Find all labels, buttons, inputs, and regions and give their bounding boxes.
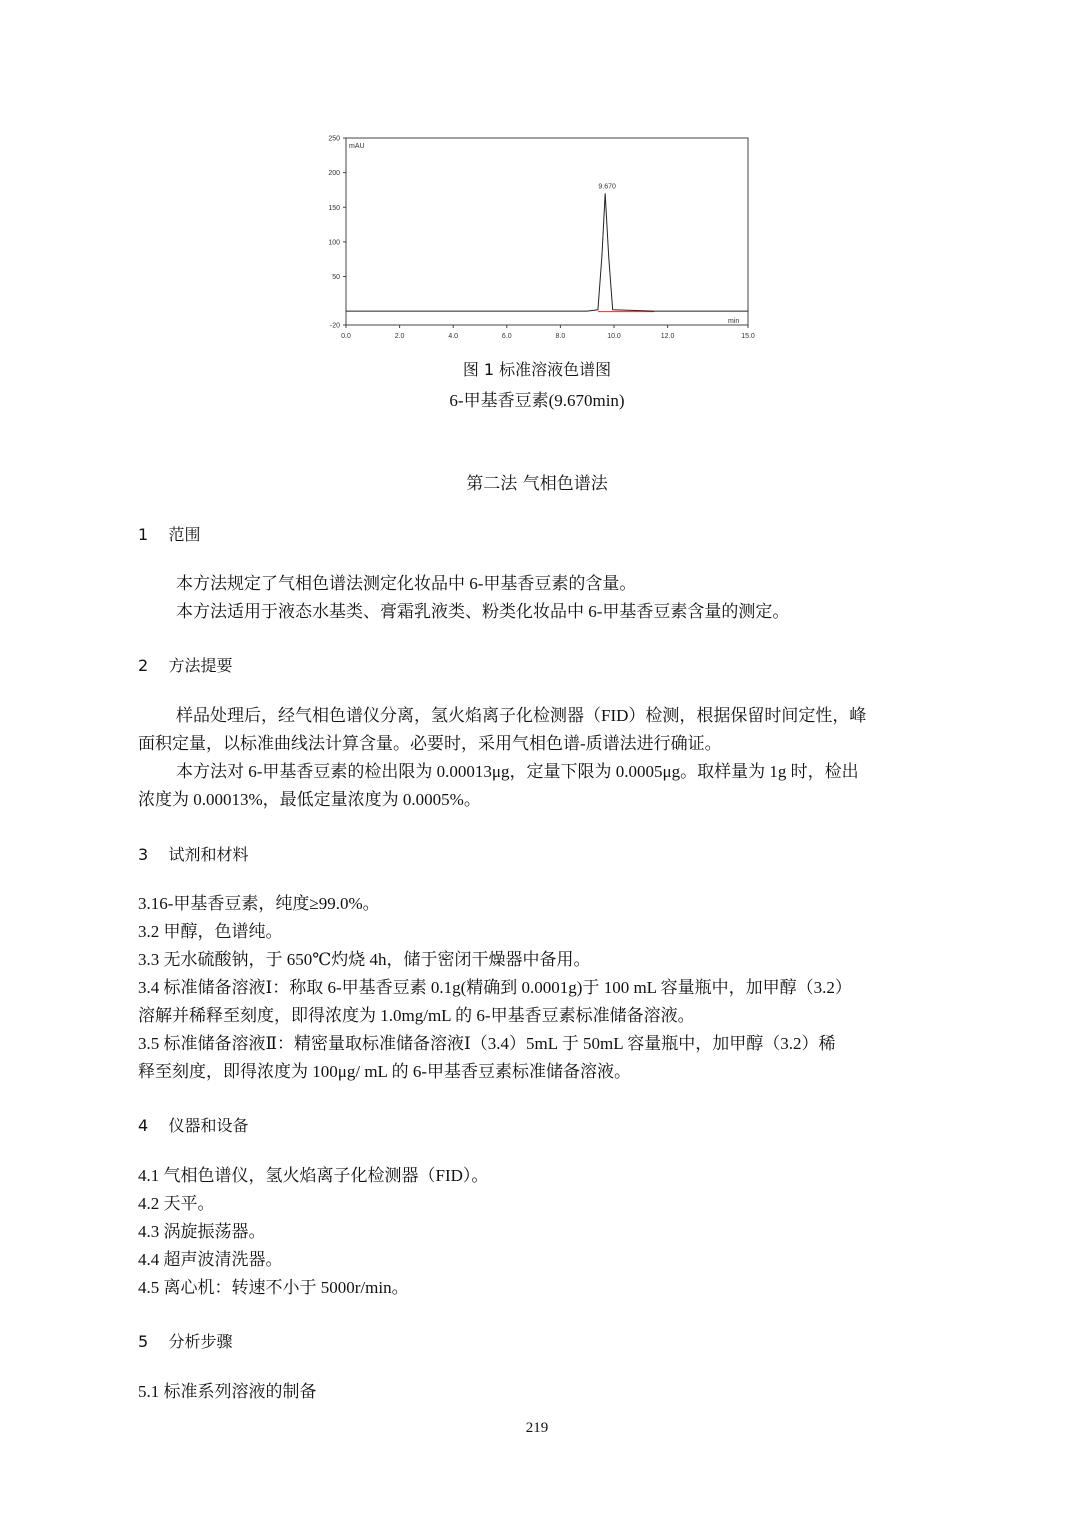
x-tick-label: 8.0: [555, 333, 566, 340]
paragraph-line: 本方法规定了气相色谱法测定化妆品中 6-甲基香豆素的含量。: [176, 574, 637, 593]
paragraph-line: 释至刻度，即得浓度为 100μg/ mL 的 6-甲基香豆素标准储备溶液。: [138, 1062, 631, 1081]
paragraph-line: 3.4 标准储备溶液Ⅰ：称取 6-甲基香豆素 0.1g(精确到 0.0001g)于 100 mL 容量瓶中，加甲醇（3.2）: [138, 978, 852, 997]
figure-subcaption: 6-甲基香豆素(9.670min): [449, 391, 625, 410]
plot-frame: [346, 138, 748, 325]
paragraph-line: 3.16-甲基香豆素，纯度≥99.0%。: [138, 894, 380, 913]
x-axis-unit: min: [728, 318, 740, 325]
x-tick-label: 12.0: [660, 333, 675, 340]
y-tick-label: 50: [332, 274, 340, 282]
x-tick-label: 15.0: [741, 333, 755, 340]
paragraph-line: 本方法对 6-甲基香豆素的检出限为 0.00013μg，定量下限为 0.0005μg。取样量为 1g 时，检出: [176, 762, 859, 781]
paragraph-line: 3.5 标准储备溶液Ⅱ：精密量取标准储备溶液Ⅰ（3.4）5mL 于 50mL 容量瓶中，加甲醇（3.2）稀: [138, 1034, 836, 1053]
x-tick-label: 4.0: [448, 333, 459, 340]
paragraph-line: 5.1 标准系列溶液的制备: [138, 1382, 317, 1401]
paragraph-line: 4.4 超声波清洗器。: [138, 1250, 283, 1269]
chromatogram-trace: [346, 193, 748, 311]
y-tick-label: -20: [329, 322, 340, 330]
paragraph-line: 4.2 天平。: [138, 1194, 215, 1213]
chromatogram-figure: [310, 128, 770, 348]
section-5-heading: 5 分析步骤: [138, 1332, 233, 1351]
paragraph-line: 浓度为 0.00013%，最低定量浓度为 0.0005%。: [138, 790, 481, 809]
figure-caption: 图 1 标准溶液色谱图: [462, 360, 612, 379]
section-4-heading: 4 仪器和设备: [138, 1116, 249, 1135]
paragraph-line: 4.1 气相色谱仪，氢火焰离子化检测器（FID）。: [138, 1166, 489, 1185]
x-tick-label: 2.0: [394, 333, 405, 340]
paragraph-line: 本方法适用于液态水基类、膏霜乳液类、粉类化妆品中 6-甲基香豆素含量的测定。: [176, 602, 790, 621]
paragraph-line: 3.3 无水硫酸钠，于 650℃灼烧 4h，储于密闭干燥器中备用。: [138, 950, 591, 969]
x-tick-label: 6.0: [501, 333, 512, 340]
paragraph-line: 样品处理后，经气相色谱仪分离，氢火焰离子化检测器（FID）检测，根据保留时间定性，峰: [176, 706, 867, 725]
chromatogram-chart: [310, 128, 770, 348]
page-number: 219: [525, 1420, 549, 1436]
y-tick-label: 100: [328, 239, 340, 247]
y-axis-unit: mAU: [349, 143, 365, 150]
y-tick-label: 150: [328, 204, 340, 212]
x-tick-label: 0.0: [341, 333, 351, 340]
paragraph-line: 4.5 离心机：转速不小于 5000r/min。: [138, 1278, 409, 1297]
paragraph-line: 面积定量，以标准曲线法计算含量。必要时，采用气相色谱-质谱法进行确证。: [138, 734, 722, 753]
y-tick-label: 250: [328, 135, 340, 143]
paragraph-line: 溶解并稀释至刻度，即得浓度为 1.0mg/mL 的 6-甲基香豆素标准储备溶液。: [138, 1006, 695, 1025]
paragraph-line: 4.3 涡旋振荡器。: [138, 1222, 266, 1241]
y-tick-label: 200: [328, 170, 340, 178]
method-title: 第二法 气相色谱法: [466, 474, 608, 494]
section-3-heading: 3 试剂和材料: [138, 845, 249, 864]
peak-label: 9.670: [598, 183, 616, 191]
paragraph-line: 3.2 甲醇，色谱纯。: [138, 922, 283, 941]
section-1-heading: 1 范围: [138, 525, 201, 544]
section-2-heading: 2 方法提要: [138, 656, 233, 675]
x-tick-label: 10.0: [607, 333, 621, 340]
